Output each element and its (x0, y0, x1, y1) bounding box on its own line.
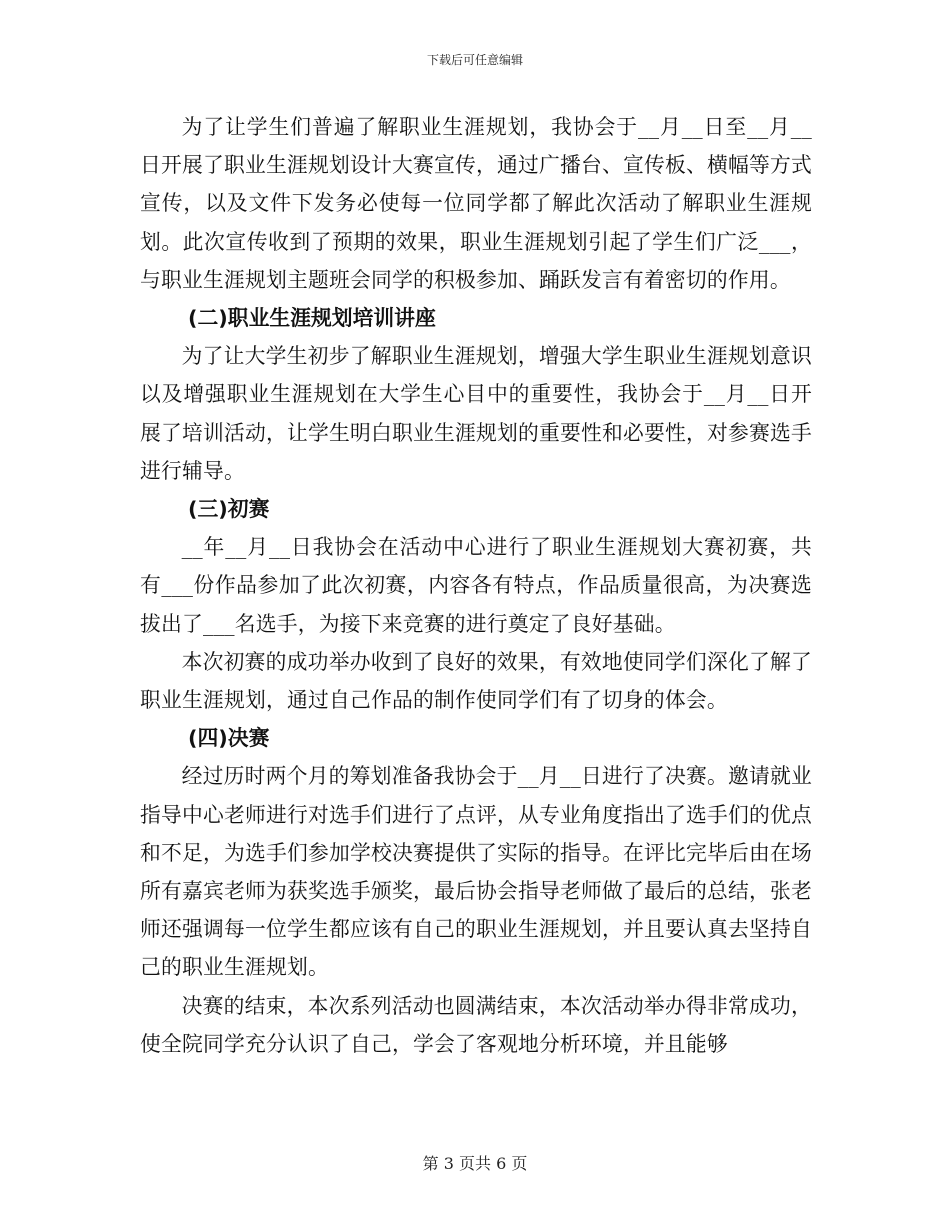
paragraph-publicity: 为了让学生们普遍了解职业生涯规划，我协会于__月__日至__月__日开展了职业生涯规划设计大赛宣传，通过广播台、宣传板、横幅等方式宣传，以及文件下发务必使每一位同学都了解此次活动了解职业生涯规划。此次宣传收到了预期的效果，职业生涯规划引起了学生们广泛___，与职业生涯规划主题班会同学的积极参加、踊跃发言有着密切的作用。 (140, 115, 812, 292)
page-header-note: 下载后可任意编辑 (426, 53, 523, 67)
paragraph-final: 经过历时两个月的筹划准备我协会于__月__日进行了决赛。邀请就业指导中心老师进行对选手们进行了点评，从专业角度指出了选手们的优点和不足，为选手们参加学校决赛提供了实际的指导。在评比完毕后由在场所有嘉宾老师为获奖选手颁奖，最后协会指导老师做了最后的总结，张老师还强调每一位学生都应该有自己的职业生涯规划，并且要认真去坚持自己的职业生涯规划。 (140, 764, 812, 980)
paragraph-preliminary: __年__月__日我协会在活动中心进行了职业生涯规划大赛初赛，共有___份作品参加了此次初赛，内容各有特点，作品质量很高，为决赛选拔出了___名选手，为接下来竞赛的进行奠定了良好基础。 (140, 535, 812, 636)
page-number-footer: 第 3 页共 6 页 (422, 1154, 528, 1173)
section-heading-training: (二)职业生涯规划培训讲座 (188, 306, 436, 331)
paragraph-preliminary-result: 本次初赛的成功举办收到了良好的效果，有效地使同学们深化了解了职业生涯规划，通过自己作品的制作使同学们有了切身的体会。 (140, 649, 812, 713)
document-body (140, 108, 812, 1063)
paragraph-conclusion: 决赛的结束，本次系列活动也圆满结束，本次活动举办得非常成功，使全院同学充分认识了自己，学会了客观地分析环境，并且能够 (140, 993, 812, 1056)
section-heading-preliminary: (三)初赛 (188, 497, 270, 522)
section-heading-final: (四)决赛 (188, 726, 270, 751)
paragraph-training: 为了让大学生初步了解职业生涯规划，增强大学生职业生涯规划意识以及增强职业生涯规划在大学生心目中的重要性，我协会于__月__日开展了培训活动，让学生明白职业生涯规划的重要性和必要性，对参赛选手进行辅导。 (140, 344, 812, 483)
